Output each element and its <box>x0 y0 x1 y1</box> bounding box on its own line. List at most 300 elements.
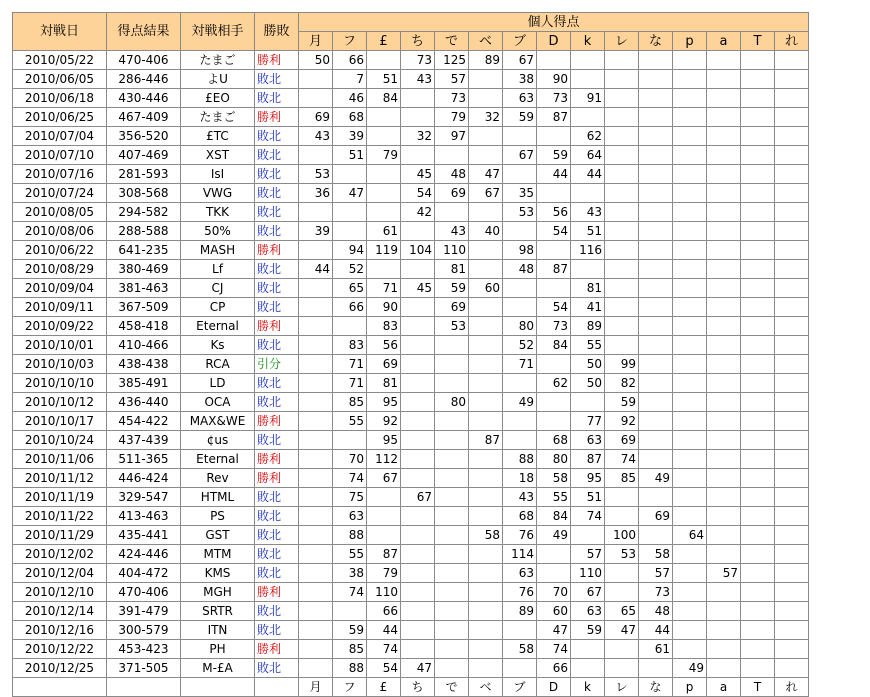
player-score-cell[interactable] <box>299 659 333 678</box>
player-score-cell[interactable]: 75 <box>333 488 367 507</box>
player-score-cell[interactable]: 80 <box>537 450 571 469</box>
player-score-cell[interactable] <box>435 583 469 602</box>
match-date-cell[interactable]: 2010/11/06 <box>13 450 107 469</box>
opponent-cell[interactable]: PS <box>181 507 255 526</box>
player-score-cell[interactable] <box>673 89 707 108</box>
player-score-cell[interactable]: 94 <box>333 241 367 260</box>
opponent-cell[interactable]: SRTR <box>181 602 255 621</box>
match-date-cell[interactable]: 2010/11/29 <box>13 526 107 545</box>
player-score-cell[interactable]: 81 <box>571 279 605 298</box>
player-score-cell[interactable]: 91 <box>571 89 605 108</box>
player-score-cell[interactable] <box>469 621 503 640</box>
player-score-cell[interactable] <box>469 583 503 602</box>
player-score-cell[interactable] <box>605 279 639 298</box>
player-footer[interactable]: ブ <box>503 678 537 697</box>
opponent-cell[interactable]: XST <box>181 146 255 165</box>
player-score-cell[interactable]: 69 <box>299 108 333 127</box>
match-score-cell[interactable]: 511-365 <box>107 450 181 469</box>
player-score-cell[interactable]: 67 <box>469 184 503 203</box>
match-date-cell[interactable]: 2010/11/12 <box>13 469 107 488</box>
result-cell[interactable]: 勝利 <box>255 241 299 260</box>
player-score-cell[interactable] <box>299 336 333 355</box>
player-score-cell[interactable] <box>469 602 503 621</box>
result-cell[interactable]: 敗北 <box>255 260 299 279</box>
player-score-cell[interactable] <box>741 184 775 203</box>
player-score-cell[interactable] <box>639 146 673 165</box>
opponent-cell[interactable]: MTM <box>181 545 255 564</box>
match-date-cell[interactable]: 2010/12/14 <box>13 602 107 621</box>
player-score-cell[interactable] <box>775 70 809 89</box>
player-score-cell[interactable] <box>707 469 741 488</box>
player-score-cell[interactable] <box>741 412 775 431</box>
player-score-cell[interactable]: 53 <box>503 203 537 222</box>
player-score-cell[interactable] <box>469 146 503 165</box>
player-score-cell[interactable]: 89 <box>571 317 605 336</box>
opponent-cell[interactable]: Eternal <box>181 317 255 336</box>
player-score-cell[interactable] <box>469 336 503 355</box>
opponent-cell[interactable]: HTML <box>181 488 255 507</box>
player-score-cell[interactable]: 74 <box>333 469 367 488</box>
player-score-cell[interactable]: 125 <box>435 51 469 70</box>
match-date-cell[interactable]: 2010/06/22 <box>13 241 107 260</box>
player-score-cell[interactable] <box>605 488 639 507</box>
player-score-cell[interactable] <box>639 279 673 298</box>
player-score-cell[interactable] <box>435 659 469 678</box>
player-score-cell[interactable]: 73 <box>435 89 469 108</box>
player-score-cell[interactable] <box>401 298 435 317</box>
player-score-cell[interactable]: 61 <box>639 640 673 659</box>
match-date-cell[interactable]: 2010/08/05 <box>13 203 107 222</box>
player-score-cell[interactable]: 69 <box>605 431 639 450</box>
match-score-cell[interactable]: 367-509 <box>107 298 181 317</box>
player-score-cell[interactable] <box>469 469 503 488</box>
match-score-cell[interactable]: 424-446 <box>107 545 181 564</box>
player-score-cell[interactable] <box>435 488 469 507</box>
player-score-cell[interactable] <box>639 374 673 393</box>
player-score-cell[interactable]: 88 <box>333 526 367 545</box>
player-score-cell[interactable] <box>503 621 537 640</box>
player-score-cell[interactable]: 110 <box>367 583 401 602</box>
player-score-cell[interactable]: 56 <box>537 203 571 222</box>
player-score-cell[interactable] <box>537 184 571 203</box>
result-cell[interactable]: 引分 <box>255 355 299 374</box>
player-score-cell[interactable]: 41 <box>571 298 605 317</box>
player-score-cell[interactable] <box>605 317 639 336</box>
player-score-cell[interactable] <box>435 450 469 469</box>
player-score-cell[interactable] <box>673 336 707 355</box>
opponent-cell[interactable]: £EO <box>181 89 255 108</box>
player-score-cell[interactable]: 43 <box>503 488 537 507</box>
player-score-cell[interactable]: 73 <box>537 317 571 336</box>
player-score-cell[interactable] <box>639 336 673 355</box>
match-date-cell[interactable]: 2010/07/16 <box>13 165 107 184</box>
match-date-cell[interactable]: 2010/08/06 <box>13 222 107 241</box>
player-score-cell[interactable]: 43 <box>435 222 469 241</box>
player-score-cell[interactable]: 82 <box>605 374 639 393</box>
player-score-cell[interactable] <box>503 127 537 146</box>
player-score-cell[interactable]: 44 <box>571 165 605 184</box>
match-date-cell[interactable]: 2010/12/04 <box>13 564 107 583</box>
player-score-cell[interactable] <box>673 450 707 469</box>
player-score-cell[interactable]: 80 <box>435 393 469 412</box>
player-score-cell[interactable] <box>775 412 809 431</box>
player-score-cell[interactable]: 85 <box>605 469 639 488</box>
player-score-cell[interactable]: 65 <box>333 279 367 298</box>
player-score-cell[interactable] <box>537 355 571 374</box>
player-header[interactable]: れ <box>775 32 809 51</box>
player-score-cell[interactable]: 47 <box>401 659 435 678</box>
player-score-cell[interactable] <box>639 412 673 431</box>
player-score-cell[interactable] <box>401 583 435 602</box>
player-score-cell[interactable] <box>401 621 435 640</box>
player-score-cell[interactable] <box>775 640 809 659</box>
player-score-cell[interactable]: 97 <box>435 127 469 146</box>
player-score-cell[interactable] <box>639 89 673 108</box>
player-score-cell[interactable] <box>775 602 809 621</box>
player-score-cell[interactable] <box>707 241 741 260</box>
player-score-cell[interactable] <box>367 51 401 70</box>
result-cell[interactable]: 勝利 <box>255 450 299 469</box>
player-score-cell[interactable] <box>503 374 537 393</box>
player-score-cell[interactable]: 59 <box>571 621 605 640</box>
match-score-cell[interactable]: 453-423 <box>107 640 181 659</box>
player-score-cell[interactable]: 39 <box>333 127 367 146</box>
player-score-cell[interactable] <box>401 374 435 393</box>
match-date-cell[interactable]: 2010/09/04 <box>13 279 107 298</box>
match-score-cell[interactable]: 407-469 <box>107 146 181 165</box>
player-score-cell[interactable] <box>673 222 707 241</box>
player-footer[interactable]: ち <box>401 678 435 697</box>
opponent-cell[interactable]: ¢us <box>181 431 255 450</box>
match-date-cell[interactable]: 2010/07/24 <box>13 184 107 203</box>
player-score-cell[interactable] <box>741 545 775 564</box>
player-score-cell[interactable]: 50 <box>571 374 605 393</box>
player-score-cell[interactable]: 45 <box>401 279 435 298</box>
match-date-cell[interactable]: 2010/07/10 <box>13 146 107 165</box>
player-score-cell[interactable] <box>707 146 741 165</box>
player-score-cell[interactable] <box>435 374 469 393</box>
opponent-cell[interactable]: CP <box>181 298 255 317</box>
player-score-cell[interactable]: 59 <box>537 146 571 165</box>
player-score-cell[interactable]: 58 <box>537 469 571 488</box>
player-score-cell[interactable] <box>707 203 741 222</box>
player-score-cell[interactable] <box>605 165 639 184</box>
player-score-cell[interactable] <box>741 89 775 108</box>
player-score-cell[interactable] <box>299 70 333 89</box>
result-cell[interactable]: 敗北 <box>255 393 299 412</box>
player-score-cell[interactable] <box>605 108 639 127</box>
player-score-cell[interactable]: 43 <box>299 127 333 146</box>
player-score-cell[interactable]: 79 <box>367 564 401 583</box>
player-score-cell[interactable] <box>639 393 673 412</box>
player-score-cell[interactable] <box>707 51 741 70</box>
player-score-cell[interactable]: 79 <box>367 146 401 165</box>
player-footer[interactable]: T <box>741 678 775 697</box>
player-score-cell[interactable] <box>639 51 673 70</box>
player-score-cell[interactable] <box>707 184 741 203</box>
player-score-cell[interactable] <box>299 526 333 545</box>
player-score-cell[interactable] <box>367 184 401 203</box>
player-score-cell[interactable] <box>435 431 469 450</box>
player-score-cell[interactable]: 44 <box>537 165 571 184</box>
opponent-cell[interactable]: たまご <box>181 51 255 70</box>
player-score-cell[interactable]: 54 <box>367 659 401 678</box>
player-score-cell[interactable]: 54 <box>537 298 571 317</box>
player-score-cell[interactable] <box>367 488 401 507</box>
match-score-cell[interactable]: 286-446 <box>107 70 181 89</box>
player-score-cell[interactable] <box>741 355 775 374</box>
player-score-cell[interactable]: 59 <box>333 621 367 640</box>
player-score-cell[interactable]: 81 <box>435 260 469 279</box>
player-score-cell[interactable] <box>299 298 333 317</box>
player-score-cell[interactable]: 71 <box>333 355 367 374</box>
player-score-cell[interactable]: 85 <box>333 640 367 659</box>
match-score-cell[interactable]: 356-520 <box>107 127 181 146</box>
player-score-cell[interactable] <box>605 583 639 602</box>
opponent-cell[interactable]: CJ <box>181 279 255 298</box>
player-score-cell[interactable] <box>707 431 741 450</box>
player-score-cell[interactable] <box>401 355 435 374</box>
player-score-cell[interactable]: 95 <box>571 469 605 488</box>
player-score-cell[interactable]: 90 <box>537 70 571 89</box>
player-score-cell[interactable] <box>639 241 673 260</box>
footer-empty-cell[interactable] <box>13 678 107 697</box>
player-score-cell[interactable] <box>775 184 809 203</box>
player-score-cell[interactable] <box>741 241 775 260</box>
player-score-cell[interactable] <box>537 412 571 431</box>
player-score-cell[interactable]: 99 <box>605 355 639 374</box>
player-score-cell[interactable]: 57 <box>707 564 741 583</box>
player-score-cell[interactable]: 48 <box>503 260 537 279</box>
player-score-cell[interactable]: 110 <box>435 241 469 260</box>
player-score-cell[interactable] <box>775 564 809 583</box>
opponent-cell[interactable]: Ks <box>181 336 255 355</box>
player-score-cell[interactable] <box>741 51 775 70</box>
player-score-cell[interactable]: 40 <box>469 222 503 241</box>
match-score-cell[interactable]: 391-479 <box>107 602 181 621</box>
player-score-cell[interactable] <box>333 431 367 450</box>
player-score-cell[interactable] <box>639 222 673 241</box>
result-cell[interactable]: 勝利 <box>255 640 299 659</box>
player-score-cell[interactable] <box>775 298 809 317</box>
player-score-cell[interactable]: 88 <box>503 450 537 469</box>
player-score-cell[interactable]: 70 <box>333 450 367 469</box>
player-score-cell[interactable]: 63 <box>571 602 605 621</box>
opponent-cell[interactable]: TKK <box>181 203 255 222</box>
match-score-cell[interactable]: 308-568 <box>107 184 181 203</box>
player-score-cell[interactable] <box>299 203 333 222</box>
player-score-cell[interactable]: 44 <box>367 621 401 640</box>
player-score-cell[interactable] <box>639 108 673 127</box>
result-cell[interactable]: 敗北 <box>255 298 299 317</box>
player-score-cell[interactable] <box>673 70 707 89</box>
player-score-cell[interactable]: 47 <box>333 184 367 203</box>
match-score-cell[interactable]: 470-406 <box>107 583 181 602</box>
player-header[interactable]: ち <box>401 32 435 51</box>
player-score-cell[interactable] <box>299 450 333 469</box>
player-score-cell[interactable]: 67 <box>503 146 537 165</box>
player-score-cell[interactable] <box>435 640 469 659</box>
player-header[interactable]: 月 <box>299 32 333 51</box>
player-score-cell[interactable]: 68 <box>537 431 571 450</box>
player-footer[interactable]: な <box>639 678 673 697</box>
player-score-cell[interactable] <box>707 70 741 89</box>
player-score-cell[interactable] <box>775 203 809 222</box>
player-score-cell[interactable]: 55 <box>571 336 605 355</box>
player-footer[interactable]: で <box>435 678 469 697</box>
player-score-cell[interactable] <box>741 507 775 526</box>
player-header[interactable]: D <box>537 32 571 51</box>
player-score-cell[interactable] <box>333 165 367 184</box>
player-score-cell[interactable] <box>299 507 333 526</box>
player-score-cell[interactable] <box>741 602 775 621</box>
player-score-cell[interactable] <box>401 507 435 526</box>
player-score-cell[interactable] <box>469 393 503 412</box>
player-score-cell[interactable]: 62 <box>571 127 605 146</box>
player-footer[interactable]: れ <box>775 678 809 697</box>
player-score-cell[interactable] <box>299 640 333 659</box>
player-score-cell[interactable]: 88 <box>333 659 367 678</box>
player-score-cell[interactable] <box>775 621 809 640</box>
player-score-cell[interactable]: 63 <box>503 89 537 108</box>
match-score-cell[interactable]: 329-547 <box>107 488 181 507</box>
player-score-cell[interactable] <box>605 184 639 203</box>
player-score-cell[interactable] <box>741 659 775 678</box>
player-score-cell[interactable] <box>299 279 333 298</box>
player-score-cell[interactable] <box>775 659 809 678</box>
player-score-cell[interactable] <box>435 146 469 165</box>
player-score-cell[interactable] <box>469 374 503 393</box>
opponent-cell[interactable]: GST <box>181 526 255 545</box>
player-score-cell[interactable] <box>775 469 809 488</box>
match-date-cell[interactable]: 2010/12/22 <box>13 640 107 659</box>
player-score-cell[interactable]: 60 <box>537 602 571 621</box>
player-score-cell[interactable]: 18 <box>503 469 537 488</box>
player-score-cell[interactable] <box>741 279 775 298</box>
player-score-cell[interactable] <box>673 488 707 507</box>
player-score-cell[interactable] <box>775 165 809 184</box>
player-score-cell[interactable] <box>469 70 503 89</box>
player-score-cell[interactable]: 55 <box>537 488 571 507</box>
player-score-cell[interactable] <box>741 298 775 317</box>
player-score-cell[interactable] <box>775 241 809 260</box>
player-score-cell[interactable] <box>741 146 775 165</box>
player-score-cell[interactable]: 66 <box>333 298 367 317</box>
match-score-cell[interactable]: 446-424 <box>107 469 181 488</box>
player-score-cell[interactable] <box>469 640 503 659</box>
player-score-cell[interactable]: 74 <box>367 640 401 659</box>
match-date-cell[interactable]: 2010/12/10 <box>13 583 107 602</box>
player-score-cell[interactable] <box>469 203 503 222</box>
player-score-cell[interactable] <box>435 621 469 640</box>
match-date-cell[interactable]: 2010/11/19 <box>13 488 107 507</box>
player-header[interactable]: ベ <box>469 32 503 51</box>
player-score-cell[interactable] <box>401 336 435 355</box>
player-score-cell[interactable] <box>707 108 741 127</box>
player-score-cell[interactable]: 57 <box>571 545 605 564</box>
player-score-cell[interactable] <box>367 260 401 279</box>
player-score-cell[interactable] <box>401 108 435 127</box>
opponent-cell[interactable]: MAX&WE <box>181 412 255 431</box>
player-score-cell[interactable] <box>299 602 333 621</box>
player-score-cell[interactable] <box>775 355 809 374</box>
player-score-cell[interactable] <box>401 431 435 450</box>
player-score-cell[interactable] <box>775 89 809 108</box>
player-score-cell[interactable] <box>673 279 707 298</box>
match-score-cell[interactable]: 467-409 <box>107 108 181 127</box>
player-score-cell[interactable]: 104 <box>401 241 435 260</box>
player-score-cell[interactable] <box>673 108 707 127</box>
player-score-cell[interactable]: 89 <box>469 51 503 70</box>
player-score-cell[interactable] <box>775 279 809 298</box>
player-score-cell[interactable] <box>435 507 469 526</box>
player-score-cell[interactable]: 76 <box>503 526 537 545</box>
match-score-cell[interactable]: 371-505 <box>107 659 181 678</box>
player-score-cell[interactable] <box>333 222 367 241</box>
player-score-cell[interactable] <box>775 450 809 469</box>
player-score-cell[interactable]: 71 <box>367 279 401 298</box>
player-score-cell[interactable] <box>469 659 503 678</box>
player-score-cell[interactable]: 67 <box>503 51 537 70</box>
player-score-cell[interactable]: 42 <box>401 203 435 222</box>
player-score-cell[interactable] <box>367 108 401 127</box>
player-header[interactable]: a <box>707 32 741 51</box>
player-score-cell[interactable] <box>571 393 605 412</box>
match-score-cell[interactable]: 454-422 <box>107 412 181 431</box>
match-score-cell[interactable]: 380-469 <box>107 260 181 279</box>
player-score-cell[interactable]: 112 <box>367 450 401 469</box>
player-score-cell[interactable] <box>401 222 435 241</box>
player-score-cell[interactable] <box>503 279 537 298</box>
player-score-cell[interactable] <box>775 545 809 564</box>
player-score-cell[interactable] <box>537 51 571 70</box>
player-score-cell[interactable] <box>673 260 707 279</box>
player-score-cell[interactable] <box>401 602 435 621</box>
player-score-cell[interactable]: 73 <box>401 51 435 70</box>
match-score-cell[interactable]: 458-418 <box>107 317 181 336</box>
player-score-cell[interactable] <box>639 659 673 678</box>
player-score-cell[interactable]: 57 <box>435 70 469 89</box>
match-date-cell[interactable]: 2010/05/22 <box>13 51 107 70</box>
player-score-cell[interactable] <box>605 260 639 279</box>
player-score-cell[interactable] <box>469 450 503 469</box>
player-footer[interactable]: p <box>673 678 707 697</box>
player-score-cell[interactable] <box>741 108 775 127</box>
player-score-cell[interactable]: 32 <box>469 108 503 127</box>
player-score-cell[interactable]: 71 <box>503 355 537 374</box>
match-score-cell[interactable]: 437-439 <box>107 431 181 450</box>
player-score-cell[interactable]: 69 <box>435 184 469 203</box>
player-score-cell[interactable]: 52 <box>333 260 367 279</box>
player-score-cell[interactable] <box>639 70 673 89</box>
player-score-cell[interactable] <box>741 469 775 488</box>
header-result[interactable]: 勝敗 <box>255 13 299 51</box>
player-score-cell[interactable]: 83 <box>333 336 367 355</box>
result-cell[interactable]: 敗北 <box>255 507 299 526</box>
player-score-cell[interactable] <box>673 146 707 165</box>
player-score-cell[interactable]: 59 <box>503 108 537 127</box>
player-score-cell[interactable] <box>775 108 809 127</box>
player-score-cell[interactable]: 52 <box>503 336 537 355</box>
player-score-cell[interactable] <box>435 564 469 583</box>
player-score-cell[interactable] <box>469 317 503 336</box>
player-score-cell[interactable]: 74 <box>571 507 605 526</box>
player-score-cell[interactable]: 56 <box>367 336 401 355</box>
player-score-cell[interactable] <box>707 545 741 564</box>
result-cell[interactable]: 敗北 <box>255 659 299 678</box>
player-score-cell[interactable] <box>673 412 707 431</box>
player-score-cell[interactable] <box>299 431 333 450</box>
